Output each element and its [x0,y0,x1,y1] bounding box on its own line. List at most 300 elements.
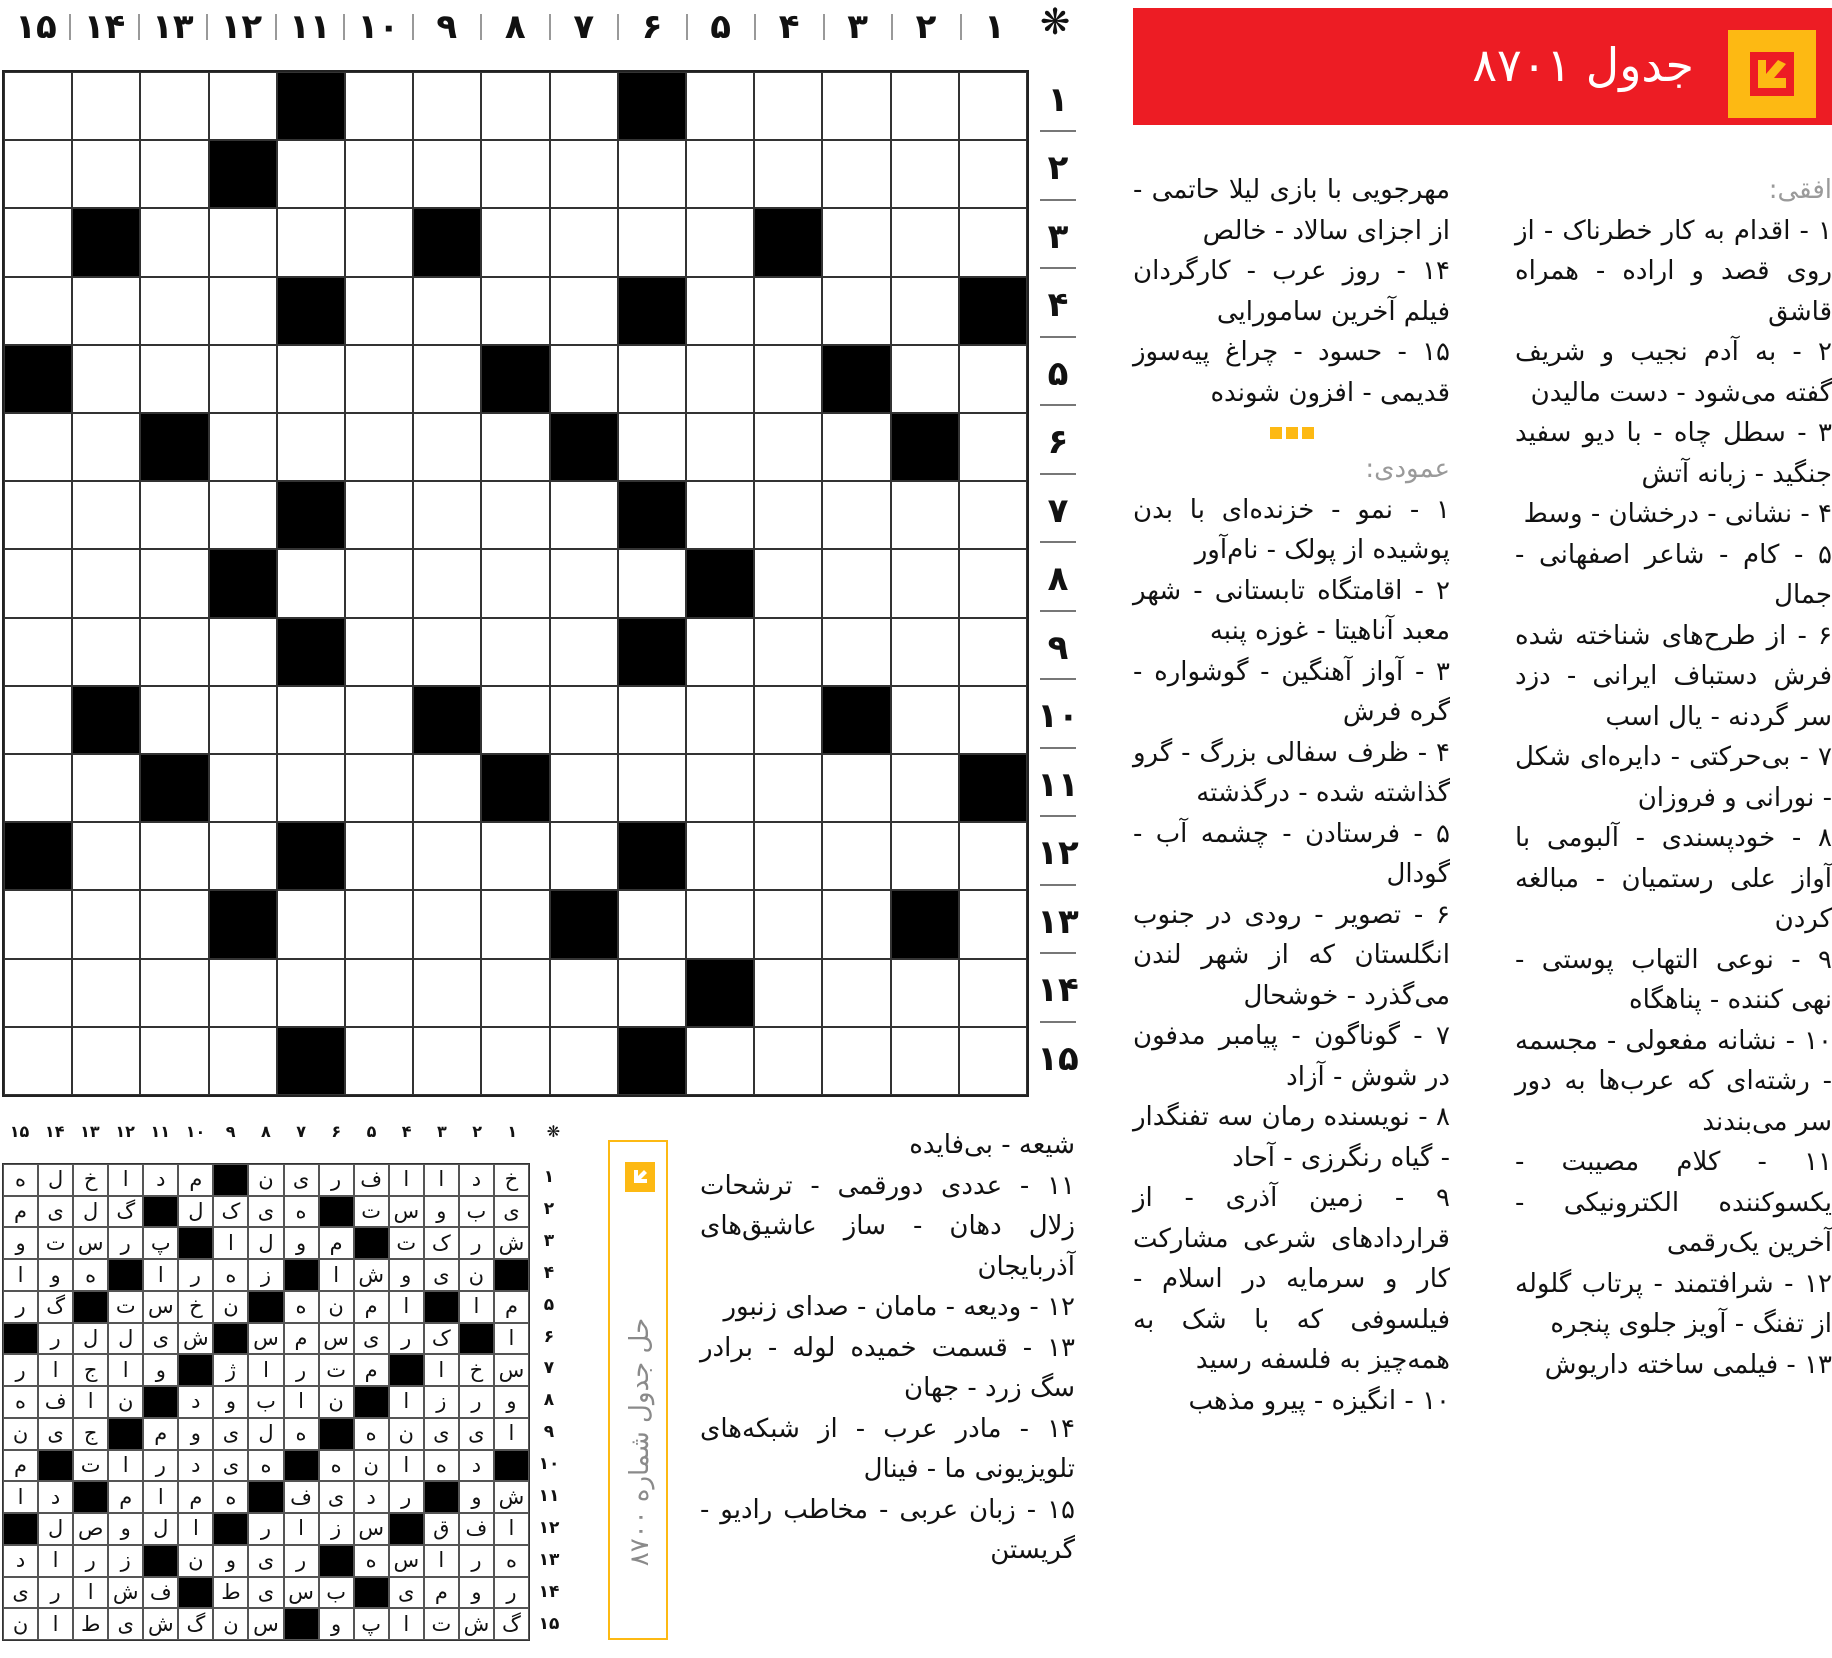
grid-cell[interactable] [413,549,481,617]
grid-cell[interactable] [4,686,72,754]
grid-cell[interactable] [140,822,208,890]
grid-cell[interactable] [209,618,277,686]
grid-cell[interactable] [345,1027,413,1095]
grid-cell[interactable] [277,549,345,617]
grid-cell[interactable] [4,618,72,686]
grid-cell[interactable] [686,686,754,754]
grid-cell[interactable] [618,413,686,481]
solution-cell: ه [424,1450,459,1482]
grid-cell[interactable] [891,277,959,345]
grid-cell[interactable] [754,754,822,822]
grid-cell[interactable] [72,959,140,1027]
grid-cell[interactable] [140,549,208,617]
grid-cell[interactable] [277,208,345,276]
grid-cell[interactable] [891,686,959,754]
clue-text: ۱۳ - فیلمی ساخته داریوش [1544,1349,1832,1380]
solution-cell: م [354,1291,389,1323]
grid-cell[interactable] [891,959,959,1027]
grid-cell[interactable] [754,1027,822,1095]
grid-cell[interactable] [140,345,208,413]
solution-cell: ا [389,1291,424,1323]
solution-cell: ی [213,1418,248,1450]
grid-cell[interactable] [686,890,754,958]
black-cell [209,890,277,958]
grid-cell[interactable] [754,345,822,413]
clue-text: ۱۱ - عددی دورقمی - ترشحات زلال دهان - ساز عاشیق‌های آذربایجان [700,1170,1075,1282]
grid-cell[interactable] [140,686,208,754]
solution-row-number: ۷ [543,1358,555,1379]
clue-section-heading: افقی: [1768,175,1832,205]
clue-text: ۹ - زمین آذری - از قراردادهای شرعی مشارکت کار و سرمایه در اسلام - فیلسوفی که با شک به همه‌چیز به فلسفه رسید [1133,1183,1450,1375]
grid-cell[interactable] [277,686,345,754]
grid-cell[interactable] [209,413,277,481]
grid-cell[interactable] [140,959,208,1027]
grid-cell[interactable] [686,413,754,481]
grid-cell[interactable] [959,686,1027,754]
grid-cell[interactable] [754,686,822,754]
column-number: ۱۲ [220,7,263,47]
grid-cell[interactable] [550,618,618,686]
grid-cell[interactable] [413,618,481,686]
grid-cell[interactable] [550,140,618,208]
grid-cell[interactable] [686,72,754,140]
grid-cell[interactable] [959,959,1027,1027]
grid-cell[interactable] [686,618,754,686]
grid-cell[interactable] [345,277,413,345]
solution-cell: ی [38,1418,73,1450]
solution-cell: ش [459,1608,494,1640]
solution-row-number: ۵ [543,1294,555,1315]
clue-text: ۱۲ - ودیعه - مامان - صدای زنبور [723,1292,1075,1322]
solution-row-number: ۴ [543,1262,555,1283]
solution-row-number: ۱۱ [538,1486,560,1506]
row-number: ۷ [1047,490,1069,531]
grid-cell[interactable] [481,72,549,140]
solution-cell: ن [354,1450,389,1482]
row-number: ۱۱ [1037,764,1079,805]
grid-cell[interactable] [686,208,754,276]
black-cell [891,413,959,481]
solution-cell: س [319,1323,354,1355]
grid-cell[interactable] [550,345,618,413]
grid-cell[interactable] [959,72,1027,140]
grid-cell[interactable] [413,72,481,140]
solution-cell: ب [248,1386,283,1418]
grid-cell[interactable] [822,413,890,481]
grid-cell[interactable] [822,72,890,140]
solution-cell: ج [73,1418,108,1450]
grid-cell[interactable] [481,413,549,481]
clue-text: ۷ - گوناگون - پیامبر مدفون در شوش - آزاد [1133,1021,1450,1092]
grid-cell[interactable] [686,754,754,822]
grid-cell[interactable] [481,1027,549,1095]
solution-row-number: ۶ [543,1326,555,1347]
grid-cell[interactable] [345,959,413,1027]
grid-cell[interactable] [754,959,822,1027]
clue-text: ۱۲ - شرافتمند - پرتاب گلوله از تفنگ - آویز جلوی پنجره [1515,1268,1832,1339]
solution-column-number: ۸ [261,1122,271,1141]
grid-cell[interactable] [4,890,72,958]
grid-cell[interactable] [822,890,890,958]
grid-cell[interactable] [413,754,481,822]
grid-cell[interactable] [140,1027,208,1095]
grid-cell[interactable] [754,72,822,140]
grid-cell[interactable] [822,959,890,1027]
grid-cell[interactable] [209,208,277,276]
grid-cell[interactable] [413,890,481,958]
grid-cell[interactable] [754,890,822,958]
grid-cell[interactable] [686,822,754,890]
grid-cell[interactable] [959,345,1027,413]
grid-cell[interactable] [345,481,413,549]
grid-cell[interactable] [4,413,72,481]
grid-cell[interactable] [140,208,208,276]
black-cell [354,1227,389,1259]
grid-cell[interactable] [618,754,686,822]
grid-cell[interactable] [959,822,1027,890]
grid-cell[interactable] [754,413,822,481]
grid-cell[interactable] [618,345,686,413]
grid-cell[interactable] [550,1027,618,1095]
grid-cell[interactable] [345,618,413,686]
grid-cell[interactable] [550,277,618,345]
black-cell [140,413,208,481]
grid-cell[interactable] [345,140,413,208]
grid-cell[interactable] [413,413,481,481]
solution-cell: ر [284,1545,319,1577]
grid-cell[interactable] [345,413,413,481]
black-cell [618,481,686,549]
grid-cell[interactable] [4,754,72,822]
solution-cell: ه [494,1545,529,1577]
black-cell [143,1196,178,1228]
grid-cell[interactable] [959,140,1027,208]
grid-cell[interactable] [481,140,549,208]
grid-cell[interactable] [481,618,549,686]
grid-cell[interactable] [959,1027,1027,1095]
grid-cell[interactable] [891,822,959,890]
grid-cell[interactable] [72,618,140,686]
grid-cell[interactable] [277,413,345,481]
solution-cell: ی [213,1450,248,1482]
grid-cell[interactable] [686,1027,754,1095]
grid-cell[interactable] [345,890,413,958]
solution-cell: ق [424,1513,459,1545]
solution-cell: ی [3,1577,38,1609]
solution-row-number: ۹ [543,1422,555,1443]
grid-cell[interactable] [891,208,959,276]
solution-cell: ش [354,1259,389,1291]
grid-cell[interactable] [754,618,822,686]
grid-cell[interactable] [72,549,140,617]
grid-cell[interactable] [413,822,481,890]
grid-cell[interactable] [140,277,208,345]
solution-cell: ا [178,1513,213,1545]
solution-cell: خ [459,1354,494,1386]
clue-text: ۱۵ - حسود - چراغ پیه‌سوز قدیمی - افزون شونده [1133,337,1450,408]
grid-cell[interactable] [618,686,686,754]
black-cell [959,754,1027,822]
row-separator [1040,336,1076,338]
grid-cell[interactable] [345,549,413,617]
solution-cell: ه [3,1164,38,1196]
grid-cell[interactable] [891,72,959,140]
grid-cell[interactable] [72,72,140,140]
grid-cell[interactable] [891,754,959,822]
grid-cell[interactable] [481,959,549,1027]
solution-column-number: ۱۰ [185,1122,206,1141]
solution-cell: ر [178,1259,213,1291]
solution-cell: ا [494,1418,529,1450]
solution-cell: ت [108,1291,143,1323]
black-cell [618,72,686,140]
solution-cell: خ [73,1164,108,1196]
grid-cell[interactable] [72,822,140,890]
grid-cell[interactable] [413,959,481,1027]
black-cell [618,822,686,890]
grid-cell[interactable] [140,72,208,140]
grid-cell[interactable] [4,72,72,140]
grid-cell[interactable] [550,72,618,140]
grid-cell[interactable] [4,959,72,1027]
grid-cell[interactable] [209,277,277,345]
grid-cell[interactable] [277,754,345,822]
solution-cell: گ [178,1608,213,1640]
grid-cell[interactable] [4,277,72,345]
solution-cell: س [248,1323,283,1355]
grid-cell[interactable] [550,754,618,822]
grid-cell[interactable] [345,822,413,890]
grid-cell[interactable] [481,481,549,549]
grid-cell[interactable] [413,345,481,413]
grid-cell[interactable] [72,481,140,549]
black-cell [354,1386,389,1418]
grid-cell[interactable] [959,208,1027,276]
grid-cell[interactable] [686,345,754,413]
grid-cell[interactable] [209,822,277,890]
grid-cell[interactable] [345,754,413,822]
grid-cell[interactable] [140,140,208,208]
solution-cell: ا [389,1450,424,1482]
grid-cell[interactable] [72,754,140,822]
grid-cell[interactable] [891,345,959,413]
black-cell [277,1027,345,1095]
grid-cell[interactable] [550,959,618,1027]
grid-cell[interactable] [481,277,549,345]
grid-cell[interactable] [550,686,618,754]
grid-cell[interactable] [822,618,890,686]
grid-cell[interactable] [822,1027,890,1095]
grid-cell[interactable] [72,413,140,481]
grid-cell[interactable] [822,140,890,208]
clue-text: ۳ - آواز آهنگین - گوشواره - گره فرش [1133,656,1450,727]
solution-cell: و [389,1259,424,1291]
grid-cell[interactable] [891,618,959,686]
clue-text: ۷ - بی‌حرکتی - دایره‌ای شکل - نورانی و فروزان [1515,742,1832,813]
grid-cell[interactable] [72,345,140,413]
grid-cell[interactable] [481,822,549,890]
grid-cell[interactable] [481,686,549,754]
solution-cell: ل [178,1196,213,1228]
grid-cell[interactable] [140,618,208,686]
row-number: ۳ [1047,216,1069,257]
solution-cell: ا [494,1323,529,1355]
grid-cell[interactable] [550,208,618,276]
grid-cell[interactable] [277,890,345,958]
solution-cell: س [248,1608,283,1640]
grid-cell[interactable] [959,481,1027,549]
grid-cell[interactable] [686,140,754,208]
grid-cell[interactable] [959,618,1027,686]
solution-cell: ی [424,1259,459,1291]
solution-cell: ف [354,1164,389,1196]
grid-cell[interactable] [754,822,822,890]
grid-cell[interactable] [209,72,277,140]
grid-cell[interactable] [959,890,1027,958]
clue-text: ۶ - از طرح‌های شناخته شده فرش دستباف ایرانی - دزد سر گردنه - یال اسب [1515,620,1832,732]
grid-cell[interactable] [618,549,686,617]
grid-cell[interactable] [754,140,822,208]
solution-cell: ز [108,1545,143,1577]
crossword-grid[interactable] [2,70,1029,1097]
row-number: ۸ [1047,559,1069,600]
solution-cell: ش [494,1227,529,1259]
solution-cell: س [143,1291,178,1323]
black-cell [73,1481,108,1513]
grid-cell[interactable] [618,208,686,276]
grid-cell[interactable] [209,481,277,549]
grid-cell[interactable] [550,822,618,890]
black-cell [213,1513,248,1545]
grid-cell[interactable] [72,1027,140,1095]
grid-cell[interactable] [413,277,481,345]
grid-cell[interactable] [822,277,890,345]
solution-cell: ی [354,1323,389,1355]
row-separator [1040,884,1076,886]
grid-cell[interactable] [277,345,345,413]
grid-cell[interactable] [686,481,754,549]
row-separator [1040,678,1076,680]
clue-text: ۲ - به آدم نجیب و شریف گفته می‌شود - دست مالیدن [1515,337,1832,408]
grid-cell[interactable] [891,549,959,617]
grid-cell[interactable] [754,481,822,549]
grid-cell[interactable] [822,754,890,822]
solution-cell: خ [494,1164,529,1196]
grid-cell[interactable] [72,140,140,208]
grid-cell[interactable] [209,345,277,413]
grid-cell[interactable] [481,208,549,276]
grid-cell[interactable] [754,277,822,345]
solution-column-number: ۱۱ [150,1122,171,1141]
solution-row-number: ۸ [543,1390,555,1411]
solution-cell: م [178,1164,213,1196]
solution-cell: ا [38,1608,73,1640]
black-cell [72,208,140,276]
solution-cell: ل [143,1513,178,1545]
grid-cell[interactable] [959,413,1027,481]
grid-cell[interactable] [891,481,959,549]
grid-cell[interactable] [209,1027,277,1095]
black-cell [143,1386,178,1418]
solution-column-number: ۱ [507,1122,518,1141]
grid-cell[interactable] [618,890,686,958]
solution-cell: ر [284,1354,319,1386]
black-cell [686,549,754,617]
grid-cell[interactable] [550,481,618,549]
grid-cell[interactable] [481,890,549,958]
row-separator [1040,952,1076,954]
grid-cell[interactable] [481,549,549,617]
grid-cell[interactable] [209,754,277,822]
grid-cell[interactable] [413,481,481,549]
grid-cell[interactable] [140,890,208,958]
grid-cell[interactable] [4,140,72,208]
solution-column-number: ۴ [401,1122,412,1141]
grid-cell[interactable] [822,481,890,549]
grid-cell[interactable] [618,140,686,208]
solution-cell: ف [38,1386,73,1418]
solution-cell: خ [178,1291,213,1323]
grid-cell[interactable] [618,959,686,1027]
solution-cell: ه [284,1418,319,1450]
grid-cell[interactable] [413,1027,481,1095]
solution-cell: ا [284,1513,319,1545]
grid-cell[interactable] [140,481,208,549]
grid-cell[interactable] [345,345,413,413]
column-number: ۱۰ [357,7,400,47]
black-cell [959,277,1027,345]
grid-cell[interactable] [345,686,413,754]
grid-cell[interactable] [822,549,890,617]
solution-cell: و [108,1513,143,1545]
clue-text: ۳ - سطل چاه - با دیو سفید جنگید - زبانه آتش [1515,418,1832,489]
grid-cell[interactable] [413,140,481,208]
grid-cell[interactable] [72,277,140,345]
grid-cell[interactable] [4,208,72,276]
corner-symbol: ❋ [546,1122,561,1141]
solution-cell: م [284,1323,319,1355]
black-cell [413,686,481,754]
grid-cell[interactable] [345,208,413,276]
grid-cell[interactable] [822,208,890,276]
black-cell [4,822,72,890]
grid-cell[interactable] [345,72,413,140]
row-separator [1040,747,1076,749]
solution-cell: ا [284,1386,319,1418]
grid-cell[interactable] [822,822,890,890]
grid-cell[interactable] [891,1027,959,1095]
grid-cell[interactable] [4,549,72,617]
grid-cell[interactable] [277,959,345,1027]
grid-cell[interactable] [209,959,277,1027]
solution-cell: ی [248,1196,283,1228]
grid-cell[interactable] [686,277,754,345]
grid-cell[interactable] [72,890,140,958]
black-cell [319,1196,354,1228]
black-cell [389,1354,424,1386]
grid-cell[interactable] [4,481,72,549]
solution-cell: ن [459,1259,494,1291]
grid-cell[interactable] [550,549,618,617]
grid-cell[interactable] [4,1027,72,1095]
grid-cell[interactable] [209,686,277,754]
solution-cell: ه [284,1291,319,1323]
grid-cell[interactable] [891,140,959,208]
grid-cell[interactable] [277,140,345,208]
solution-cell: ف [143,1577,178,1609]
grid-cell[interactable] [959,549,1027,617]
grid-cell[interactable] [754,549,822,617]
